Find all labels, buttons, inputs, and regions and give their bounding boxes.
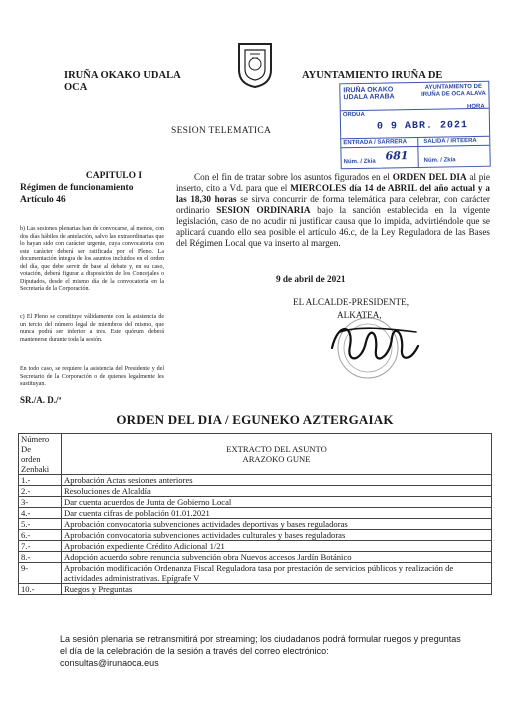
agenda-item-text: Ruegos y Preguntas: [62, 584, 492, 595]
agenda-item-number: 2.-: [19, 486, 62, 497]
agenda-item-number: 10.-: [19, 584, 62, 595]
session-title: SESION TELEMATICA: [171, 126, 272, 136]
agenda-table: [18, 433, 492, 595]
agenda-item-number: 6.-: [19, 530, 62, 541]
convocation-text: [176, 172, 490, 249]
body-t5: se sirva concurrir de forma telemática para celebrar, con carácter ordinario: [176, 194, 490, 215]
stamp-ordua: ORDUA: [342, 111, 365, 119]
chapter-subtitle-line2: Régimen de funcionamiento: [20, 183, 134, 193]
chapter-subtitle-line3: Artículo 46: [20, 195, 66, 205]
streaming-notice: [60, 633, 470, 669]
header-right: AYUNTAMIENTO IRUÑA DE: [302, 70, 443, 81]
agenda-head-number: [19, 434, 62, 475]
agenda-row: [19, 519, 492, 530]
head-num-line3: orden: [21, 454, 41, 464]
convocation-date: 9 de abril de 2021: [276, 274, 346, 284]
head-num-line2: De: [21, 444, 32, 454]
agenda-row: [19, 497, 492, 508]
chapter-subtitle: [20, 182, 133, 206]
body-t4: MIERCOLES día 14 de ABRIL del año actual y a las 18,30 horas: [176, 183, 490, 204]
agenda-item-text: Aprobación modificación Ordenanza Fiscal Reguladora tasa por prestación de servicios públicos y realización de actividades administrativas. Epígrafe V: [62, 563, 492, 584]
stamp-num-label: Núm. / Zkia: [343, 158, 376, 166]
body-t7: bajo la sanción establecida en la vigente legislación, caso de no acudir ni justificar causa que lo impida, advirtiéndole que se aplicará cuando ello sea posible el artículo 46.c, de la Ley Reguladora de las Bases del Régimen Local que va inserto al margen.: [176, 205, 491, 248]
signature-title-es: EL ALCALDE-PRESIDENTE,: [293, 297, 410, 307]
agenda-item-number: 1.-: [19, 475, 62, 486]
agenda-item-number: 9-: [19, 563, 62, 584]
head-extract-line1: EXTRACTO DEL ASUNTO: [226, 444, 327, 454]
agenda-item-number: 4.-: [19, 508, 62, 519]
article-paragraph-en: En todo caso, se requiere la asistencia del Presidente y del Secretario de la Corporación o de quienes legalmente les sustituyan.: [20, 366, 164, 387]
stamp-date: 0 9 ABR. 2021: [376, 120, 469, 133]
head-num-line4: Zenbaki: [21, 464, 50, 474]
agenda-header-row: [19, 434, 492, 475]
header-left-line2: OCA: [64, 82, 88, 93]
header-left: [64, 70, 181, 94]
addressee-label: SR./A. D./ª: [20, 395, 62, 405]
agenda-item-number: 5.-: [19, 519, 62, 530]
municipal-crest-icon: [236, 40, 274, 88]
agenda-item-text: Aprobación convocatoria subvenciones actividades culturales y bases reguladoras: [62, 530, 492, 541]
signature-title-eu: ALKATEA,: [337, 310, 382, 320]
body-t3: al pie inserto, cito a Vd. para que el: [176, 172, 490, 193]
article-paragraph-b: b) Las sesiones plenarias han de convocarse, al menos, con dos días hábiles de antelación, salvo las extraordinarias que lo hayan sido con carácter urgente, cuya convocatoria con este carácter deberá ser ratificada por el Pleno. La documentación íntegra de los asuntos incluidos en el orden del día, que debe servir de base al debate y, en su caso, votación, deberá figurar a disposición de los Concejales o Diputados, desde el mismo día de la convocatoria en la Secretaría de la Corporación.: [20, 226, 164, 292]
stamp-num-value: 681: [385, 149, 409, 163]
streaming-notice-text: La sesión plenaria se retransmitirá por streaming; los ciudadanos podrá formular ruegos y preguntas el día de la celebración de la sesión a través del correo electrónico:: [60, 634, 461, 656]
chapter-title: CAPITULO I: [85, 171, 143, 181]
agenda-row: [19, 508, 492, 519]
agenda-item-text: Aprobación expediente Crédito Adicional 1/21: [62, 541, 492, 552]
stamp-top-right: AYUNTAMIENTO DE IRUÑA DE OCA ALAVA: [421, 83, 486, 98]
stamp-hora: HORA: [466, 103, 485, 111]
agenda-item-text: Aprobación convocatoria subvenciones actividades deportivas y bases reguladoras: [62, 519, 492, 530]
agenda-item-text: Adopción acuerdo sobre renuncia subvención obra Nuevos accesos Jardín Botánico: [62, 552, 492, 563]
agenda-item-text: Dar cuenta acuerdos de Junta de Gobierno Local: [62, 497, 492, 508]
agenda-item-number: 8.-: [19, 552, 62, 563]
agenda-head-extract: [62, 434, 492, 475]
agenda-item-text: Dar cuenta cifras de población 01.01.2021: [62, 508, 492, 519]
agenda-row: [19, 475, 492, 486]
body-t6: SESION ORDINARIA: [216, 205, 311, 215]
agenda-row: [19, 563, 492, 584]
stamp-top-left: IRUÑA OKAKO UDALA ARABA: [343, 86, 395, 102]
head-extract-line2: ARAZOKO GUNE: [242, 454, 311, 464]
agenda-row: [19, 584, 492, 595]
stamp-entrada: ENTRADA / SARRERA: [343, 139, 408, 147]
agenda-row: [19, 530, 492, 541]
body-t2: ORDEN DEL DIA: [392, 172, 467, 182]
agenda-row: [19, 552, 492, 563]
agenda-item-text: Aprobación Actas sesiones anteriores: [62, 475, 492, 486]
stamp-num-label-2: Núm. / Zkia: [423, 157, 456, 164]
body-t1: Con el fin de tratar sobre los asuntos figurados en el: [194, 172, 393, 182]
article-paragraph-c: c) El Pleno se constituye válidamente con la asistencia de un tercio del número legal de miembros del mismo, que nunca podrá ser inferior a tres. Este quórum deberá mantenerse durante toda la sesión.: [20, 314, 164, 343]
agenda-title: ORDEN DEL DIA / EGUNEKO AZTERGAIAK: [116, 412, 394, 427]
agenda-item-number: 7.-: [19, 541, 62, 552]
head-num-line1: Número: [21, 434, 50, 444]
agenda-row: [19, 541, 492, 552]
stamp-salida: SALIDA / IRTEERA: [423, 137, 477, 145]
agenda-item-text: Resoluciones de Alcaldía: [62, 486, 492, 497]
contact-email: consultas@irunaoca.eus: [60, 658, 159, 668]
header-left-line1: IRUÑA OKAKO UDALA: [64, 70, 181, 81]
agenda-item-number: 3-: [19, 497, 62, 508]
agenda-row: [19, 486, 492, 497]
registry-stamp: [339, 81, 490, 170]
